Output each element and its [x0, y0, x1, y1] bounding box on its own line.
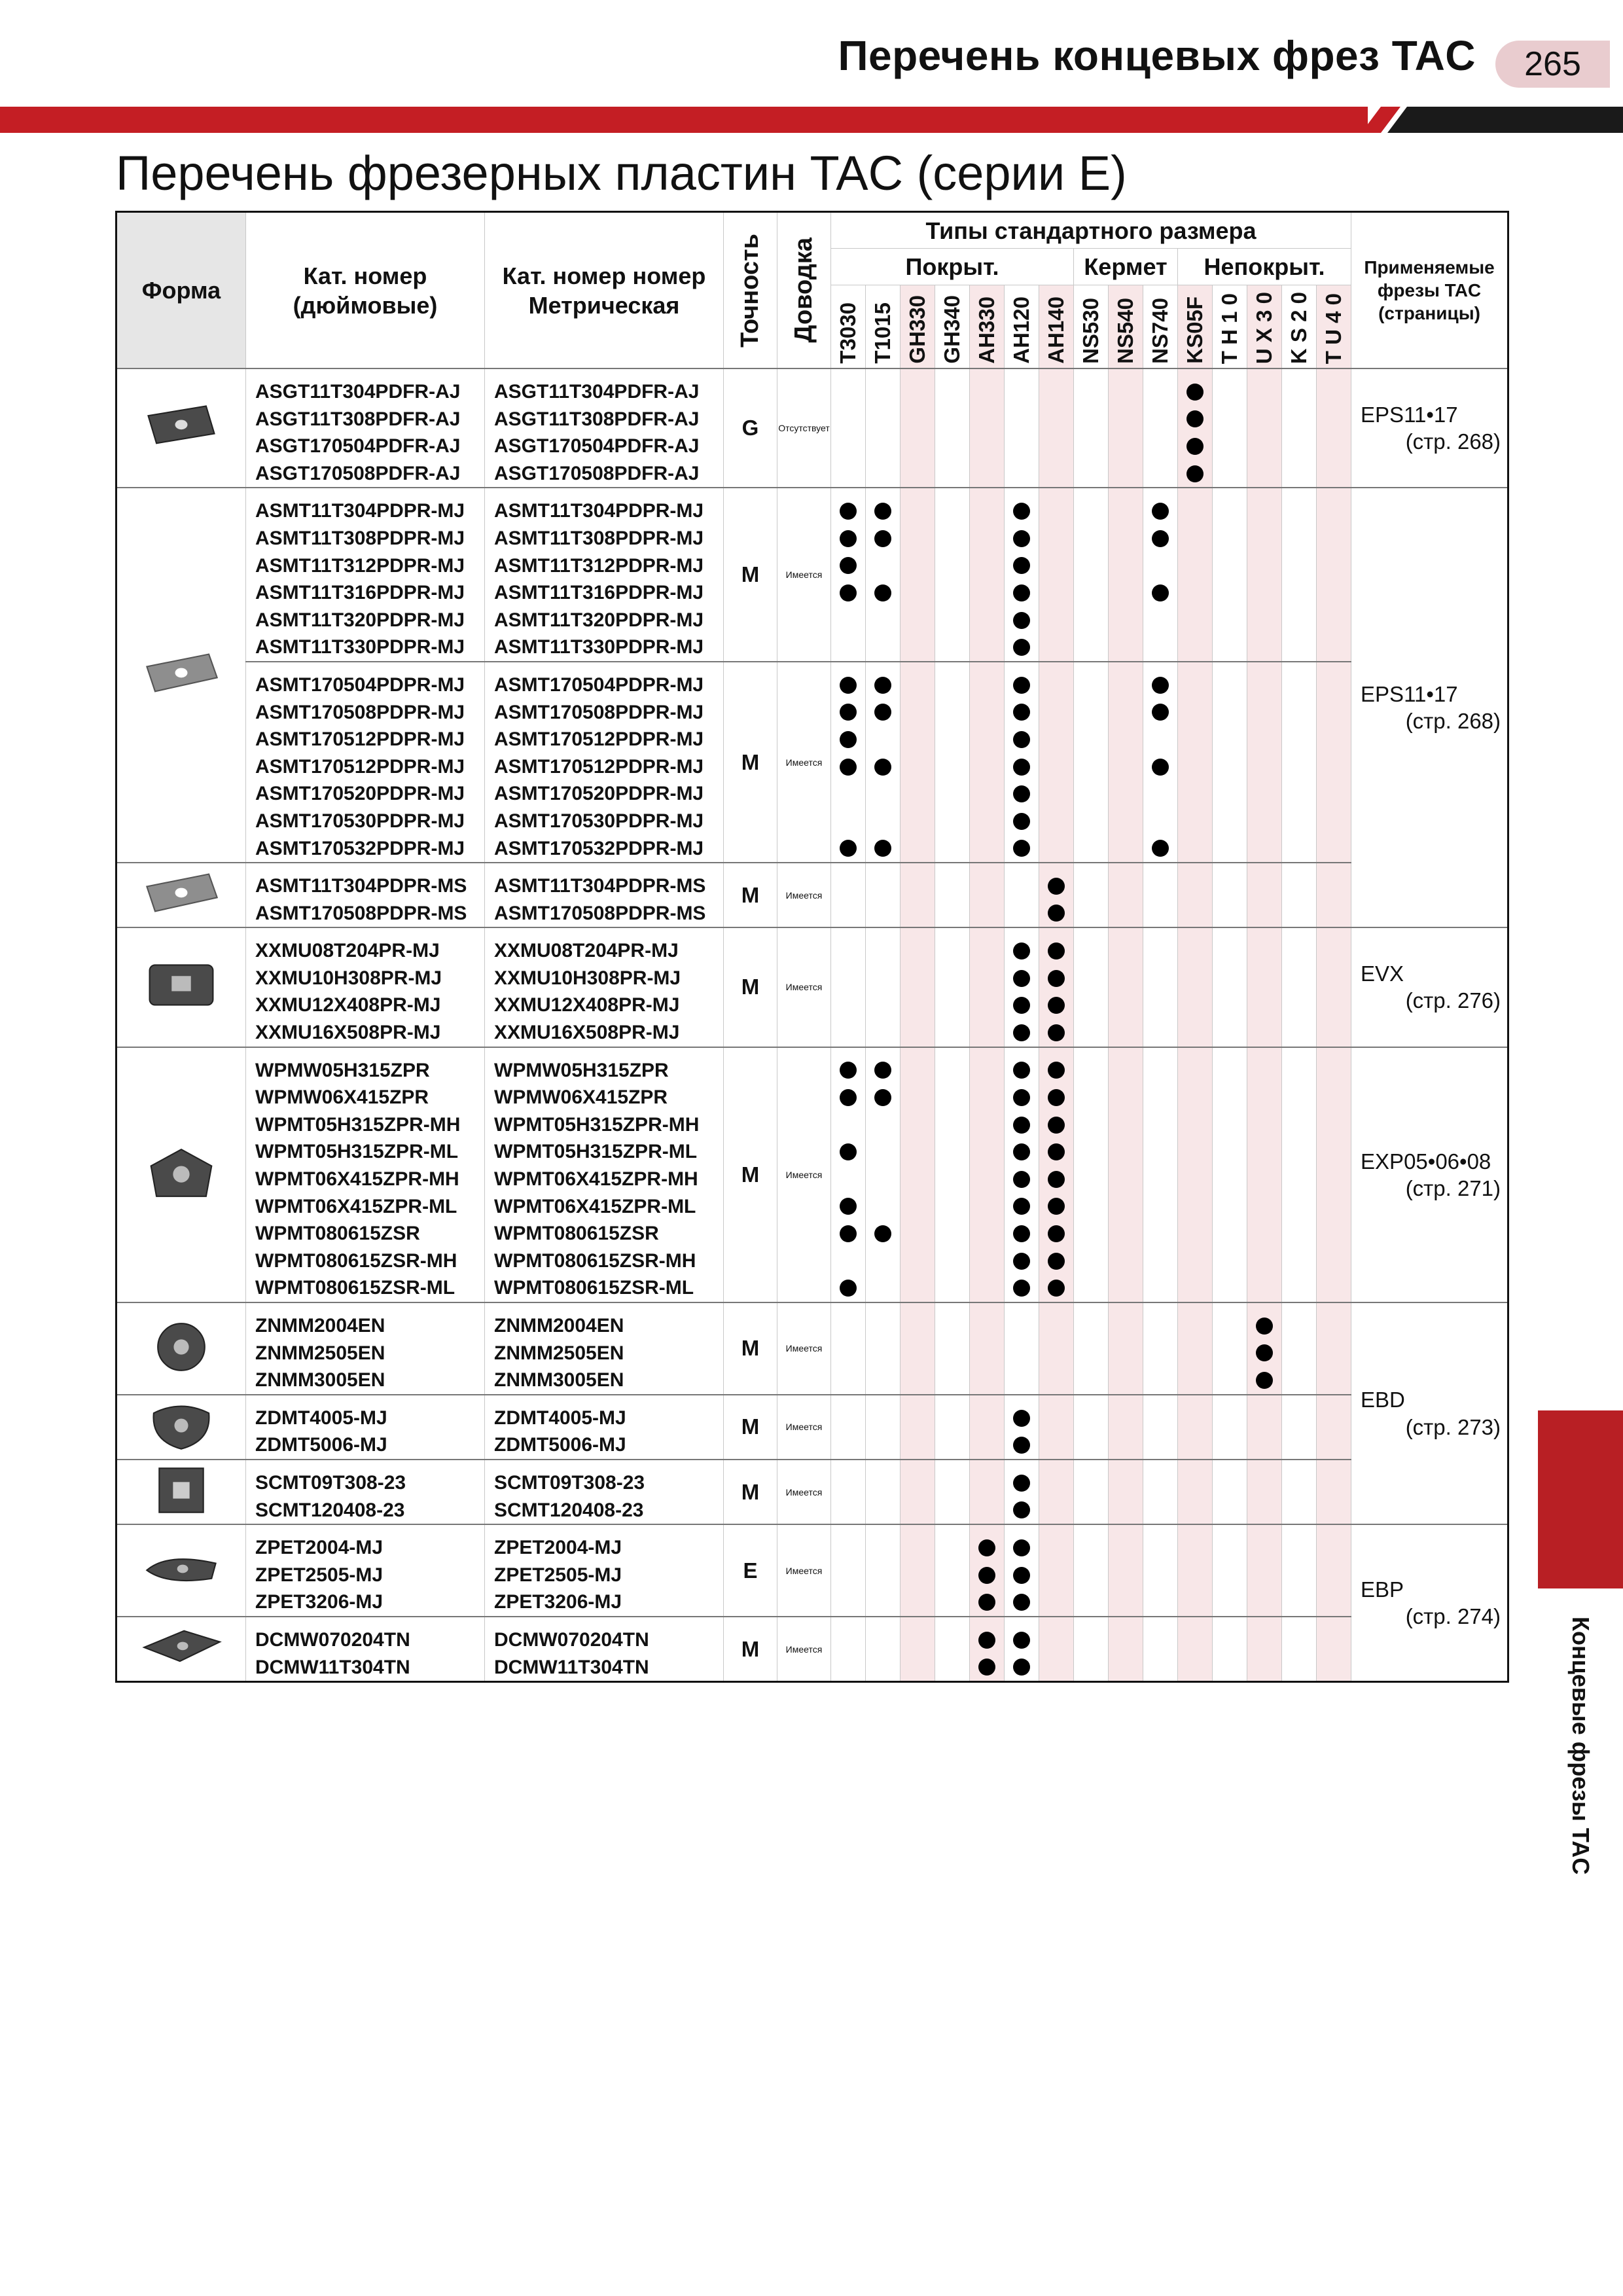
metric-part-number: WPMT080615ZSR — [494, 1223, 659, 1245]
availability-dot — [840, 731, 857, 748]
header-title: Перечень концевых фрез TAC — [838, 32, 1476, 79]
insert-shape-image — [116, 488, 246, 863]
group-coated-header: Покрыт. — [831, 249, 1074, 285]
honing-status: Имеется — [777, 1047, 831, 1302]
accuracy-class: M — [724, 863, 777, 927]
grade-header: NS540 — [1113, 298, 1137, 364]
inch-part-number: WPMT05H315ZPR-MH — [255, 1113, 461, 1136]
cutter-page-ref: (стр. 268) — [1405, 709, 1501, 734]
insert-shape-image — [116, 863, 246, 927]
availability-dot — [1013, 1143, 1030, 1160]
accuracy-class: G — [724, 368, 777, 488]
inch-part-number: ASMT11T304PDPR-MS — [255, 875, 467, 897]
honing-status: Имеется — [777, 1302, 831, 1395]
availability-dot — [840, 1089, 857, 1106]
metric-part-number: WPMT080615ZSR-ML — [494, 1277, 694, 1299]
availability-dot — [978, 1659, 995, 1676]
availability-dot — [874, 704, 891, 721]
availability-dot — [1152, 704, 1169, 721]
metric-part-number: ZPET3206-MJ — [494, 1591, 622, 1613]
metric-part-number: ASMT11T312PDPR-MJ — [494, 554, 704, 577]
cutter-name: EBP — [1361, 1577, 1404, 1602]
cutter-page-ref: (стр. 268) — [1405, 429, 1501, 454]
metric-part-number: ASMT170504PDPR-MJ — [494, 673, 704, 696]
inch-part-number: ASMT11T330PDPR-MJ — [255, 636, 465, 658]
inch-part-number: WPMT080615ZSR-ML — [255, 1277, 455, 1299]
inch-part-number: DCMW11T304TN — [255, 1656, 410, 1678]
availability-dot — [840, 1225, 857, 1242]
metric-part-number: ZNMM2004EN — [494, 1315, 624, 1336]
availability-dot — [1048, 970, 1065, 987]
metric-part-number: ASMT170530PDPR-MJ — [494, 810, 704, 832]
availability-dot — [874, 759, 891, 776]
availability-dot — [1013, 1567, 1030, 1584]
side-tab-red-block — [1538, 1410, 1623, 1588]
main-title: Перечень фрезерных пластин TAC (серии E) — [116, 146, 1127, 200]
inch-part-number: WPMT06X415ZPR-ML — [255, 1195, 457, 1217]
metric-part-number: ASMT11T308PDPR-MJ — [494, 527, 704, 549]
inch-part-number: ASMT170512PDPR-MJ — [255, 755, 465, 778]
availability-dot — [1013, 970, 1030, 987]
availability-dot — [1152, 503, 1169, 520]
availability-dot — [1256, 1372, 1273, 1389]
availability-dot — [1013, 1225, 1030, 1242]
availability-dot — [1013, 1280, 1030, 1297]
col-accuracy-header: Точность — [736, 233, 764, 348]
insert-shape-image — [116, 368, 246, 488]
insert-shape-image — [116, 1617, 246, 1682]
side-tab-label: Концевые фрезы TAC — [1567, 1617, 1594, 1875]
metric-part-number: ASMT11T316PDPR-MJ — [494, 582, 704, 604]
inch-part-number: ASMT170512PDPR-MJ — [255, 728, 465, 751]
inch-part-number: ZPET3206-MJ — [255, 1591, 383, 1613]
metric-part-number: ASMT170532PDPR-MJ — [494, 837, 704, 859]
availability-dot — [1013, 1437, 1030, 1454]
availability-dot — [874, 1089, 891, 1106]
grade-header: T1015 — [870, 302, 895, 364]
grade-header: AH120 — [1009, 296, 1033, 364]
metric-part-number: XXMU10H308PR-MJ — [494, 967, 681, 989]
col-honing-header: Доводка — [789, 238, 817, 343]
metric-part-number: ASGT11T308PDFR-AJ — [494, 408, 700, 430]
insert-shape-image — [116, 1047, 246, 1302]
honing-status: Имеется — [777, 1460, 831, 1524]
availability-dot — [1048, 1171, 1065, 1188]
metric-part-number: ASMT11T320PDPR-MJ — [494, 609, 704, 631]
metric-part-number: WPMT080615ZSR-MH — [494, 1249, 696, 1272]
availability-dot — [1048, 1089, 1065, 1106]
metric-part-number: WPMT05H315ZPR-MH — [494, 1113, 700, 1136]
availability-dot — [978, 1539, 995, 1556]
availability-dot — [874, 530, 891, 547]
cutter-page-ref: (стр. 273) — [1405, 1414, 1501, 1439]
inch-part-number: XXMU10H308PR-MJ — [255, 967, 442, 989]
availability-dot — [1013, 1089, 1030, 1106]
inch-part-number: ASMT170520PDPR-MJ — [255, 783, 465, 805]
availability-dot — [1013, 1659, 1030, 1676]
availability-dot — [840, 584, 857, 601]
availability-dot — [874, 584, 891, 601]
availability-dot — [1013, 612, 1030, 629]
group-uncoated-header: Непокрыт. — [1178, 249, 1351, 285]
availability-dot — [1013, 759, 1030, 776]
inch-part-number: ASGT11T308PDFR-AJ — [255, 408, 461, 430]
metric-part-number: ASGT11T304PDFR-AJ — [494, 381, 700, 403]
inch-part-number: SCMT120408-23 — [255, 1499, 405, 1521]
insert-section-row — [116, 1047, 1508, 1302]
metric-part-number: SCMT120408-23 — [494, 1499, 644, 1521]
availability-dot — [1048, 997, 1065, 1014]
inch-part-number: ASMT11T320PDPR-MJ — [255, 609, 465, 631]
inch-part-number: WPMT05H315ZPR-ML — [255, 1141, 459, 1163]
availability-dot — [840, 1143, 857, 1160]
availability-dot — [1013, 942, 1030, 960]
grade-header: AH140 — [1044, 296, 1068, 364]
metric-part-number: ASGT170504PDFR-AJ — [494, 435, 700, 457]
metric-part-number: XXMU08T204PR-MJ — [494, 940, 679, 962]
inch-part-number: ZNMM2505EN — [255, 1342, 385, 1364]
metric-part-number: ASMT11T304PDPR-MS — [494, 875, 706, 897]
honing-status: Имеется — [777, 1524, 831, 1617]
inch-part-number: SCMT09T308-23 — [255, 1471, 406, 1494]
availability-dot — [1013, 1632, 1030, 1649]
availability-dot — [840, 840, 857, 857]
metric-part-number: XXMU16X508PR-MJ — [494, 1022, 680, 1044]
availability-dot — [1048, 1280, 1065, 1297]
availability-dot — [874, 1062, 891, 1079]
group-standard-header: Типы стандартного размера — [831, 212, 1351, 249]
availability-dot — [1152, 530, 1169, 547]
availability-dot — [874, 840, 891, 857]
insert-shape-image — [116, 1395, 246, 1460]
grade-header: KS05F — [1183, 296, 1207, 364]
inch-part-number: ASMT170532PDPR-MJ — [255, 837, 465, 859]
insert-section-row — [116, 927, 1508, 1047]
insert-shape-image — [116, 1524, 246, 1617]
insert-section-row — [116, 1302, 1508, 1395]
grade-header: U X 3 0 — [1252, 291, 1276, 364]
availability-dot — [978, 1567, 995, 1584]
metric-part-number: ASMT170512PDPR-MJ — [494, 728, 704, 751]
availability-dot — [1013, 584, 1030, 601]
metric-part-number: DCMW11T304TN — [494, 1656, 649, 1678]
inch-part-number: WPMT080615ZSR — [255, 1223, 420, 1245]
availability-dot — [1013, 677, 1030, 694]
availability-dot — [1013, 785, 1030, 802]
inch-part-number: XXMU12X408PR-MJ — [255, 994, 441, 1016]
inch-part-number: ASMT11T312PDPR-MJ — [255, 554, 465, 577]
availability-dot — [1048, 1117, 1065, 1134]
inch-part-number: ASGT11T304PDFR-AJ — [255, 381, 461, 403]
honing-status: Имеется — [777, 662, 831, 863]
inch-part-number: ZPET2004-MJ — [255, 1537, 383, 1559]
metric-part-number: ZDMT5006-MJ — [494, 1434, 626, 1456]
honing-status: Имеется — [777, 863, 831, 927]
availability-dot — [840, 704, 857, 721]
inch-part-number: ASMT11T304PDPR-MJ — [255, 500, 465, 522]
insert-section-row — [116, 863, 1508, 927]
metric-part-number: ASMT11T304PDPR-MJ — [494, 500, 704, 522]
availability-dot — [1013, 813, 1030, 830]
cutter-page-ref: (стр. 271) — [1405, 1175, 1501, 1200]
availability-dot — [874, 677, 891, 694]
availability-dot — [1013, 1253, 1030, 1270]
availability-dot — [1152, 759, 1169, 776]
availability-dot — [840, 1062, 857, 1079]
availability-dot — [1013, 639, 1030, 656]
inch-part-number: ASGT170504PDFR-AJ — [255, 435, 461, 457]
metric-part-number: ASMT170508PDPR-MS — [494, 902, 706, 924]
availability-dot — [1048, 942, 1065, 960]
availability-dot — [1013, 503, 1030, 520]
metric-part-number: ASGT170508PDFR-AJ — [494, 462, 700, 484]
insert-section-row — [116, 1460, 1508, 1524]
col-metric-header: Кат. номер номер Метрическая — [485, 212, 724, 369]
availability-dot — [1048, 1143, 1065, 1160]
availability-dot — [1152, 677, 1169, 694]
inch-part-number: WPMT06X415ZPR-MH — [255, 1168, 459, 1191]
grade-header: GH330 — [905, 295, 929, 364]
availability-dot — [1013, 530, 1030, 547]
col-shape-header: Форма — [116, 212, 246, 369]
availability-dot — [840, 1198, 857, 1215]
metric-part-number: ZPET2004-MJ — [494, 1537, 622, 1559]
inch-part-number: ZNMM2004EN — [255, 1315, 385, 1336]
availability-dot — [1013, 1475, 1030, 1492]
availability-dot — [1186, 384, 1204, 401]
availability-dot — [840, 530, 857, 547]
metric-part-number: XXMU12X408PR-MJ — [494, 994, 680, 1016]
cutter-name: EPS11•17 — [1361, 682, 1458, 707]
accuracy-class: M — [724, 488, 777, 662]
availability-dot — [1013, 1501, 1030, 1518]
inch-part-number: ZNMM3005EN — [255, 1369, 385, 1391]
availability-dot — [1152, 840, 1169, 857]
availability-dot — [1048, 1198, 1065, 1215]
availability-dot — [1013, 1198, 1030, 1215]
metric-part-number: ZPET2505-MJ — [494, 1564, 622, 1586]
inch-part-number: XXMU16X508PR-MJ — [255, 1022, 441, 1044]
honing-status: Имеется — [777, 1395, 831, 1460]
cutter-name: EBD — [1361, 1388, 1405, 1412]
inch-part-number: ASMT11T308PDPR-MJ — [255, 527, 465, 549]
inch-part-number: DCMW070204TN — [255, 1628, 410, 1651]
insert-shape-image — [116, 1460, 246, 1524]
availability-dot — [874, 1225, 891, 1242]
col-inch-header: Кат. номер (дюймовые) — [246, 212, 485, 369]
availability-dot — [1256, 1344, 1273, 1361]
insert-section-row — [116, 1395, 1508, 1460]
accuracy-class: M — [724, 662, 777, 863]
insert-section-row — [116, 1617, 1508, 1682]
accuracy-class: E — [724, 1524, 777, 1617]
page-number: 265 — [1495, 41, 1610, 88]
metric-part-number: ZDMT4005-MJ — [494, 1407, 626, 1429]
availability-dot — [1048, 1024, 1065, 1041]
availability-dot — [1048, 905, 1065, 922]
grade-header: NS530 — [1079, 298, 1103, 364]
availability-dot — [1256, 1318, 1273, 1335]
availability-dot — [1013, 1594, 1030, 1611]
metric-part-number: ZNMM3005EN — [494, 1369, 624, 1391]
metric-part-number: ASMT170520PDPR-MJ — [494, 783, 704, 805]
metric-part-number: ASMT170512PDPR-MJ — [494, 755, 704, 778]
availability-dot — [1152, 584, 1169, 601]
availability-dot — [1013, 1410, 1030, 1427]
availability-dot — [840, 1280, 857, 1297]
metric-part-number: SCMT09T308-23 — [494, 1471, 645, 1494]
inch-part-number: WPMW05H315ZPR — [255, 1059, 430, 1081]
metric-part-number: WPMT06X415ZPR-MH — [494, 1168, 698, 1191]
cutter-page-ref: (стр. 276) — [1405, 988, 1501, 1013]
availability-dot — [1013, 840, 1030, 857]
availability-dot — [1013, 1062, 1030, 1079]
accuracy-class: M — [724, 1047, 777, 1302]
availability-dot — [1013, 1171, 1030, 1188]
honing-status: Имеется — [777, 488, 831, 662]
grade-header: AH330 — [974, 296, 999, 364]
availability-dot — [1048, 1062, 1065, 1079]
inch-part-number: ASMT170508PDPR-MS — [255, 902, 467, 924]
honing-status: Имеется — [777, 927, 831, 1047]
availability-dot — [1013, 1024, 1030, 1041]
accuracy-class: M — [724, 1302, 777, 1395]
metric-part-number: ASMT11T330PDPR-MJ — [494, 636, 704, 658]
metric-part-number: WPMT05H315ZPR-ML — [494, 1141, 698, 1163]
insert-shape-image — [116, 1302, 246, 1395]
availability-dot — [1013, 557, 1030, 574]
inch-part-number: ASMT170504PDPR-MJ — [255, 673, 465, 696]
inch-part-number: WPMT080615ZSR-MH — [255, 1249, 457, 1272]
cutter-name: EPS11•17 — [1361, 402, 1458, 427]
header-red-stripe — [0, 107, 1623, 133]
inch-part-number: ASMT170508PDPR-MJ — [255, 701, 465, 723]
inch-part-number: ASMT170530PDPR-MJ — [255, 810, 465, 832]
cutter-name: EVX — [1361, 961, 1404, 986]
metric-part-number: WPMW06X415ZPR — [494, 1086, 668, 1109]
metric-part-number: ASMT170508PDPR-MJ — [494, 701, 704, 723]
availability-dot — [1013, 704, 1030, 721]
col-cutters-header: Применяемые фрезы TAC (страницы) — [1351, 212, 1508, 369]
insert-shape-image — [116, 927, 246, 1047]
metric-part-number: DCMW070204TN — [494, 1628, 649, 1651]
availability-dot — [1013, 997, 1030, 1014]
honing-status: Имеется — [777, 1617, 831, 1682]
availability-dot — [1048, 1253, 1065, 1270]
accuracy-class: M — [724, 1395, 777, 1460]
accuracy-class: M — [724, 927, 777, 1047]
grade-header: T U 4 0 — [1321, 293, 1346, 364]
insert-section-row — [116, 1524, 1508, 1617]
availability-dot — [874, 503, 891, 520]
accuracy-class: M — [724, 1460, 777, 1524]
inch-part-number: XXMU08T204PR-MJ — [255, 940, 440, 962]
availability-dot — [1013, 731, 1030, 748]
inch-part-number: WPMW06X415ZPR — [255, 1086, 429, 1109]
availability-dot — [840, 759, 857, 776]
availability-dot — [1048, 1225, 1065, 1242]
availability-dot — [1013, 1539, 1030, 1556]
availability-dot — [1186, 465, 1204, 482]
inch-part-number: ASGT170508PDFR-AJ — [255, 462, 461, 484]
insert-section-row — [116, 488, 1508, 662]
accuracy-class: M — [724, 1617, 777, 1682]
inch-part-number: ASMT11T316PDPR-MJ — [255, 582, 465, 604]
group-cermet-header: Кермет — [1074, 249, 1178, 285]
availability-dot — [1186, 410, 1204, 427]
metric-part-number: WPMT06X415ZPR-ML — [494, 1195, 696, 1217]
cutter-name: EXP05•06•08 — [1361, 1149, 1491, 1174]
honing-status: Отсутствует — [777, 368, 831, 488]
metric-part-number: ZNMM2505EN — [494, 1342, 624, 1364]
inch-part-number: ZPET2505-MJ — [255, 1564, 383, 1586]
metric-part-number: WPMW05H315ZPR — [494, 1059, 669, 1081]
insert-section-row — [116, 662, 1508, 863]
availability-dot — [978, 1594, 995, 1611]
insert-table — [115, 211, 1507, 1678]
cutter-page-ref: (стр. 274) — [1405, 1604, 1501, 1629]
grade-header: T H 1 0 — [1217, 293, 1241, 364]
availability-dot — [1048, 878, 1065, 895]
availability-dot — [840, 557, 857, 574]
availability-dot — [840, 503, 857, 520]
inch-part-number: ZDMT5006-MJ — [255, 1434, 387, 1456]
availability-dot — [978, 1632, 995, 1649]
grade-header: NS740 — [1148, 298, 1172, 364]
availability-dot — [1013, 1117, 1030, 1134]
inch-part-number: ZDMT4005-MJ — [255, 1407, 387, 1429]
grade-header: K S 2 0 — [1287, 291, 1311, 364]
availability-dot — [840, 677, 857, 694]
grade-header: T3030 — [836, 302, 860, 364]
grade-header: GH340 — [940, 295, 964, 364]
availability-dot — [1186, 438, 1204, 455]
insert-section-row — [116, 368, 1508, 488]
